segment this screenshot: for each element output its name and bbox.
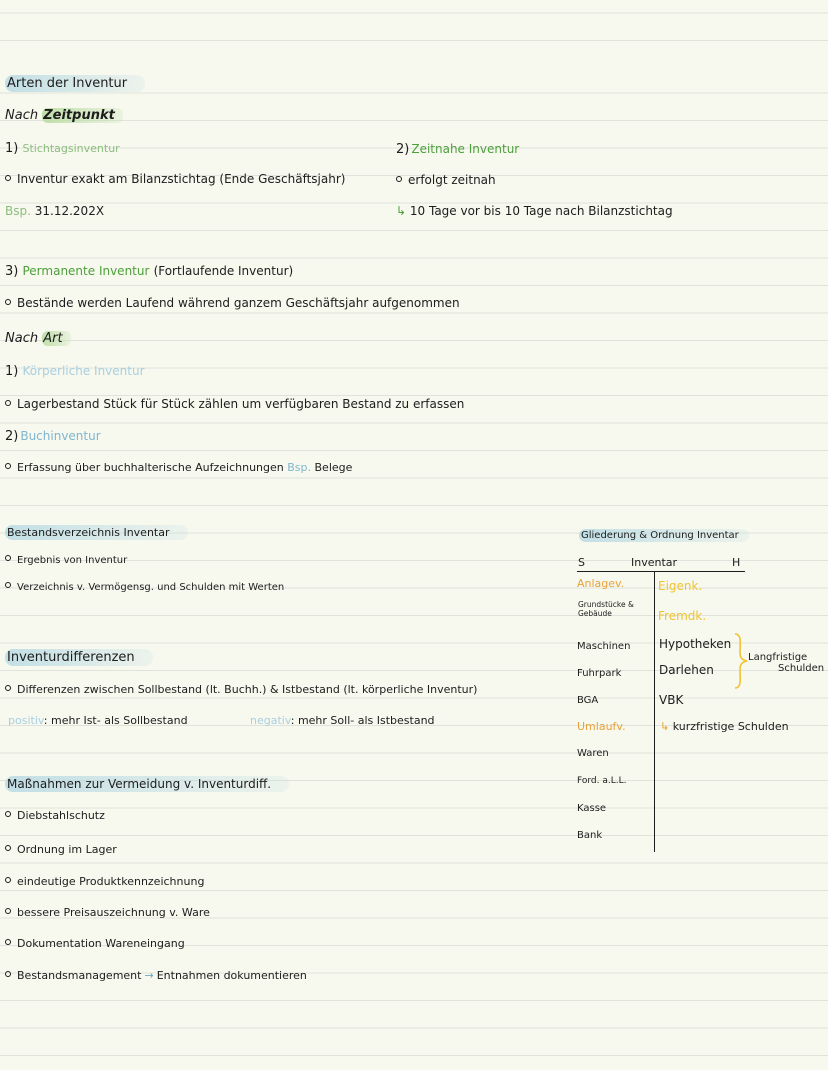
- bullet-icon: [396, 176, 402, 182]
- bullet-icon: [5, 685, 11, 691]
- bullet-icon: [5, 400, 11, 406]
- heading-nach-art: Nach Art: [5, 332, 71, 345]
- bullet-icon: [5, 877, 11, 883]
- bullet-icon: [5, 908, 11, 914]
- stichtagsinventur-heading: 1) Stichtagsinventur: [5, 141, 120, 156]
- t-account-item: Maschinen: [577, 641, 631, 652]
- massnahme-item: bessere Preisauszeichnung v. Ware: [5, 907, 210, 918]
- t-account-item: Bank: [577, 830, 603, 841]
- arrow-right-icon: →: [144, 969, 154, 982]
- t-account-anlagevermoegen: Anlagev.: [577, 577, 625, 590]
- massnahme-item: Diebstahlschutz: [5, 810, 105, 821]
- koerperliche-inventur-bullet: Lagerbestand Stück für Stück zählen um verfügbaren Bestand zu erfassen: [5, 398, 464, 410]
- positiv-definition: positiv: mehr Ist- als Sollbestand: [8, 714, 188, 727]
- t-account-langfristige-schulden: Langfristige Schulden: [748, 652, 825, 674]
- t-account-fremdkapital: Fremdk.: [658, 609, 707, 623]
- inventurdifferenzen-bullet: Differenzen zwischen Sollbestand (lt. Buchh.) & Istbestand (lt. körperliche Inventur): [5, 684, 477, 695]
- t-account-item: Fuhrpark: [577, 668, 622, 679]
- t-account-title: Inventar: [631, 556, 678, 569]
- buchinventur-heading: 2) Buchinventur: [5, 429, 101, 444]
- buchinventur-bullet: Erfassung über buchhalterische Aufzeichnungen Bsp. Belege: [5, 462, 352, 473]
- permanente-inventur-heading: 3) Permanente Inventur (Fortlaufende Inventur): [5, 264, 294, 279]
- bullet-icon: [5, 463, 11, 469]
- koerperliche-inventur-heading: 1) Körperliche Inventur: [5, 364, 145, 379]
- page-title: Arten der Inventur: [5, 77, 145, 90]
- t-account-h: H: [732, 556, 741, 569]
- t-account-item: Waren: [577, 748, 609, 759]
- heading-nach-zeitpunkt: Nach Zeitpunkt: [5, 109, 123, 122]
- t-account-horizontal-line: [577, 571, 745, 572]
- t-account-s: S: [578, 556, 585, 569]
- t-account-hypotheken: Hypotheken: [659, 637, 732, 651]
- massnahme-item: eindeutige Produktkennzeichnung: [5, 876, 204, 887]
- stichtag-example: Bsp. 31.12.202X: [5, 204, 105, 218]
- t-account-umlaufvermoegen: Umlaufv.: [577, 720, 626, 733]
- bullet-icon: [5, 582, 11, 588]
- t-account-item: Ford. a.L.L.: [577, 776, 627, 786]
- bullet-icon: [5, 175, 11, 181]
- arrow-icon: ↳: [396, 204, 407, 218]
- zeitnahe-inventur-bullet: erfolgt zeitnah: [396, 174, 496, 186]
- t-account-grundstuecke: Grundstücke & Gebäude: [578, 600, 634, 618]
- bullet-icon: [5, 555, 11, 561]
- bestandsverzeichnis-bullet-1: Ergebnis von Inventur: [5, 555, 127, 566]
- bestandsverzeichnis-title: Bestandsverzeichnis Inventar: [5, 527, 188, 538]
- bullet-icon: [5, 939, 11, 945]
- bullet-icon: [5, 845, 11, 851]
- zeitnahe-inventur-heading: 2) Zeitnahe Inventur: [396, 142, 520, 157]
- curly-brace-icon: [733, 632, 749, 690]
- arrow-icon: ↳: [660, 720, 670, 733]
- bullet-icon: [5, 811, 11, 817]
- t-account-vbk: VBK: [659, 693, 684, 707]
- t-account-item: Kasse: [577, 803, 607, 814]
- zeitnahe-inventur-detail: ↳ 10 Tage vor bis 10 Tage nach Bilanzstichtag: [396, 204, 673, 218]
- massnahme-item: Bestandsmanagement → Entnahmen dokumentieren: [5, 970, 307, 981]
- bullet-icon: [5, 299, 11, 305]
- massnahme-item: Ordnung im Lager: [5, 844, 117, 855]
- permanente-inventur-bullet: Bestände werden Laufend während ganzem Geschäftsjahr aufgenommen: [5, 297, 460, 309]
- t-account-kurzfristige-schulden: ↳ kurzfristige Schulden: [660, 720, 789, 733]
- t-account-eigenkapital: Eigenk.: [658, 579, 703, 593]
- bestandsverzeichnis-bullet-2: Verzeichnis v. Vermögensg. und Schulden mit Werten: [5, 582, 284, 593]
- massnahme-item: Dokumentation Wareneingang: [5, 938, 185, 949]
- t-account-item: BGA: [577, 695, 599, 706]
- inventurdifferenzen-title: Inventurdifferenzen: [5, 651, 153, 664]
- gliederung-title: Gliederung & Ordnung Inventar: [579, 531, 749, 541]
- massnahmen-title: Maßnahmen zur Vermeidung v. Inventurdiff.: [5, 778, 289, 790]
- bullet-icon: [5, 971, 11, 977]
- t-account-darlehen: Darlehen: [659, 663, 714, 677]
- negativ-definition: negativ: mehr Soll- als Istbestand: [250, 714, 435, 727]
- t-account-vertical-line: [654, 571, 655, 852]
- stichtagsinventur-bullet: Inventur exakt am Bilanzstichtag (Ende Geschäftsjahr): [5, 173, 345, 185]
